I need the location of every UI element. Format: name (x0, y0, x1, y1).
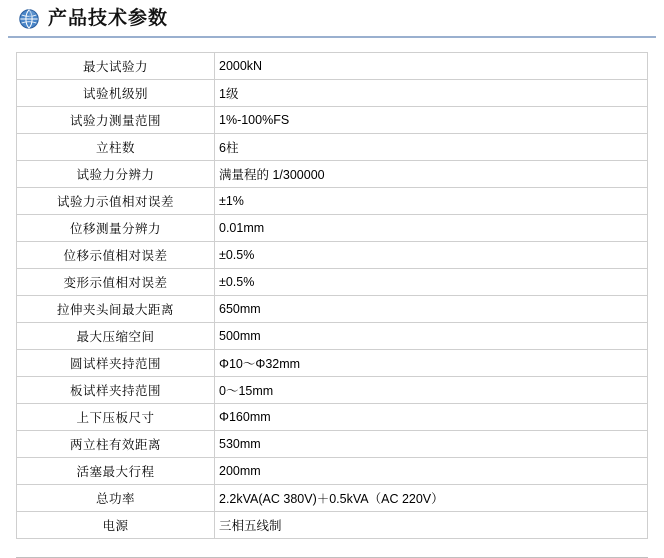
row-value: 2000kN (215, 53, 648, 80)
row-label: 圆试样夹持范围 (17, 350, 215, 377)
row-value: 6柱 (215, 134, 648, 161)
row-label: 立柱数 (17, 134, 215, 161)
row-label: 最大压缩空间 (17, 323, 215, 350)
row-value: 三相五线制 (215, 512, 648, 539)
table-row (17, 458, 648, 485)
row-value: 2.2kVA(AC 380V)＋0.5kVA（AC 220V） (215, 485, 648, 512)
row-value: 1级 (215, 80, 648, 107)
row-value: 200mm (215, 458, 648, 485)
page-title: 产品技术参数 (48, 8, 169, 29)
row-label: 变形示值相对误差 (17, 269, 215, 296)
table-row (17, 134, 648, 161)
table-row (17, 296, 648, 323)
table-row (17, 188, 648, 215)
row-value: 0.01mm (215, 215, 648, 242)
table-row (17, 107, 648, 134)
row-value: ±1% (215, 188, 648, 215)
row-label: 试验机级别 (17, 80, 215, 107)
table-row (17, 215, 648, 242)
row-label: 试验力分辨力 (17, 161, 215, 188)
table-row (17, 350, 648, 377)
row-label: 总功率 (17, 485, 215, 512)
row-label: 试验力测量范围 (17, 107, 215, 134)
row-label: 最大试验力 (17, 53, 215, 80)
table-row (17, 404, 648, 431)
row-label: 位移示值相对误差 (17, 242, 215, 269)
row-value: 1%-100%FS (215, 107, 648, 134)
table-row (17, 269, 648, 296)
row-value: ±0.5% (215, 242, 648, 269)
table-row (17, 161, 648, 188)
table-row (17, 53, 648, 80)
row-value: 530mm (215, 431, 648, 458)
spec-table-body (17, 53, 648, 539)
row-label: 位移测量分辨力 (17, 215, 215, 242)
row-label: 拉伸夹头间最大距离 (17, 296, 215, 323)
globe-icon (18, 8, 40, 30)
spec-table-wrapper (16, 52, 648, 539)
table-row (17, 377, 648, 404)
row-value: Φ10～Φ32mm (215, 350, 648, 377)
row-value: 0～15mm (215, 377, 648, 404)
table-row (17, 242, 648, 269)
table-row (17, 80, 648, 107)
table-row (17, 431, 648, 458)
row-label: 板试样夹持范围 (17, 377, 215, 404)
table-row (17, 485, 648, 512)
row-value: ±0.5% (215, 269, 648, 296)
row-label: 试验力示值相对误差 (17, 188, 215, 215)
page-header (8, 0, 656, 38)
row-value: 500mm (215, 323, 648, 350)
row-value: 650mm (215, 296, 648, 323)
table-row (17, 323, 648, 350)
row-label: 活塞最大行程 (17, 458, 215, 485)
row-label: 两立柱有效距离 (17, 431, 215, 458)
row-value: Φ160mm (215, 404, 648, 431)
row-label: 电源 (17, 512, 215, 539)
spec-table (16, 52, 648, 539)
table-row (17, 512, 648, 539)
row-value: 满量程的 1/300000 (215, 161, 648, 188)
row-label: 上下压板尺寸 (17, 404, 215, 431)
